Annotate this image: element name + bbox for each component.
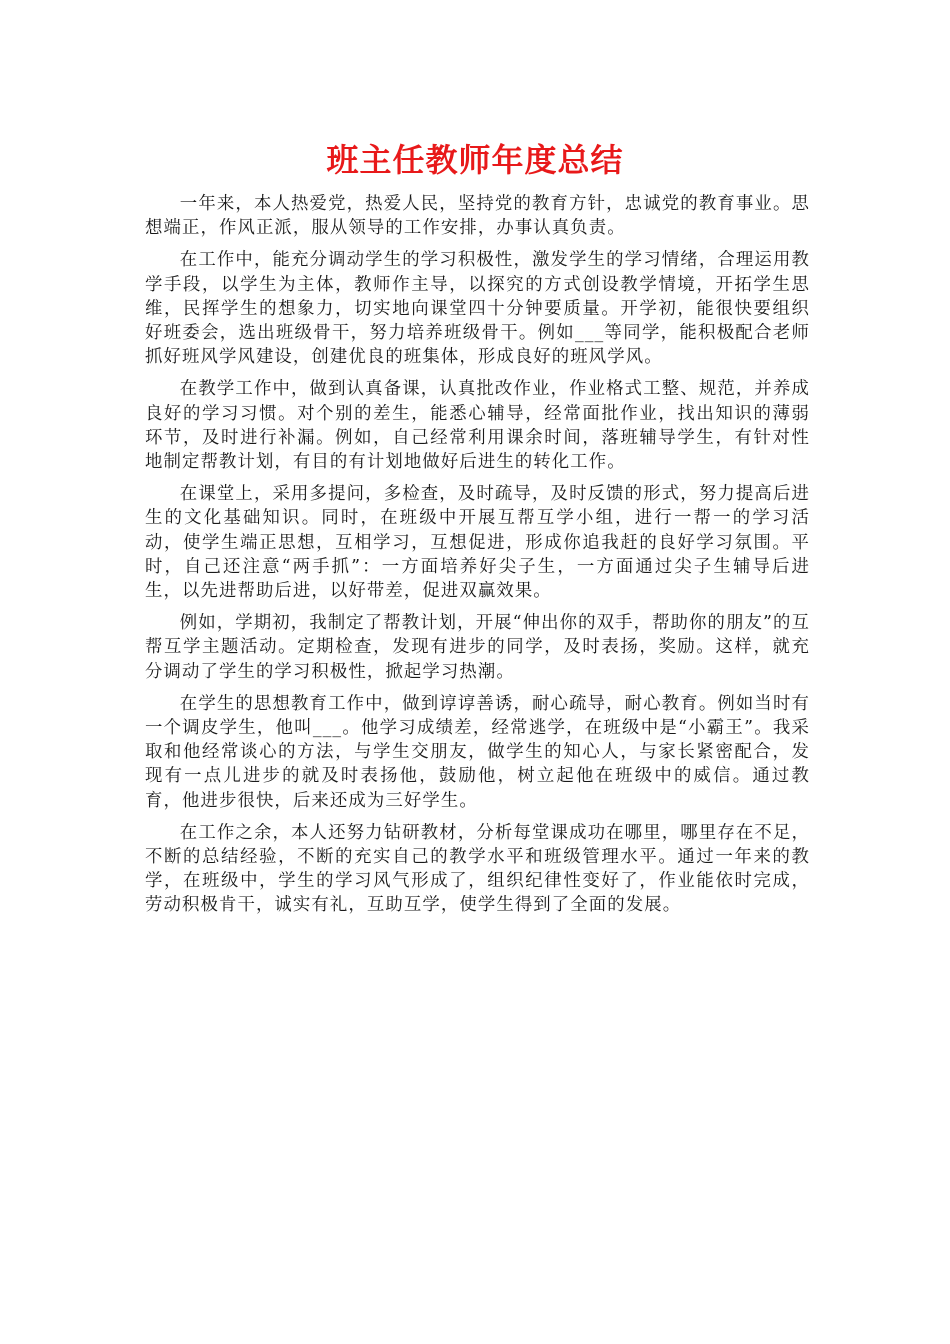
paragraph-3: 在教学工作中，做到认真备课，认真批改作业，作业格式工整、规范，并养成良好的学习习惯。对个别的差生，能悉心辅导，经常面批作业，找出知识的薄弱环节，及时进行补漏。例如，自己经常利用课余时间，落班辅导学生，有针对性地制定帮教计划，有目的有计划地做好后进生的转化工作。 — [145, 379, 810, 473]
document-title: 班主任教师年度总结 — [326, 141, 624, 179]
paragraph-4: 在课堂上，采用多提问，多检查，及时疏导，及时反馈的形式，努力提高后进生的文化基础知识。同时，在班级中开展互帮互学小组，进行一帮一的学习活动，使学生端正思想，互相学习，互想促进，形成你追我赶的良好学习氛围。平时，自己还注意“两手抓”：一方面培养好尖子生，一方面通过尖子生辅导后进生，以先进帮助后进，以好带差，促进双赢效果。 — [145, 484, 810, 602]
paragraph-2: 在工作中，能充分调动学生的学习积极性，激发学生的学习情绪，合理运用教学手段，以学生为主体，教师作主导，以探究的方式创设教学情境，开拓学生思维，民挥学生的想象力，切实地向课堂四十分钟要质量。开学初，能很快要组织好班委会，选出班级骨干，努力培养班级骨干。例如___等同学，能积极配合老师抓好班风学风建设，创建优良的班集体，形成良好的班风学风。 — [145, 250, 810, 368]
paragraph-7: 在工作之余，本人还努力钻研教材，分析每堂课成功在哪里，哪里存在不足，不断的总结经验，不断的充实自己的教学水平和班级管理水平。通过一年来的教学，在班级中，学生的学习风气形成了，组织纪律性变好了，作业能依时完成，劳动积极肯干，诚实有礼，互助互学，使学生得到了全面的发展。 — [145, 822, 810, 916]
paragraph-1: 一年来，本人热爱党，热爱人民，坚持党的教育方针，忠诚党的教育事业。思想端正，作风正派，服从领导的工作安排，办事认真负责。 — [145, 194, 810, 239]
paragraph-5: 例如，学期初，我制定了帮教计划，开展“伸出你的双手，帮助你的朋友”的互帮互学主题活动。定期检查，发现有进步的同学，及时表扬，奖励。这样，就充分调动了学生的学习积极性，掀起学习热潮。 — [145, 613, 810, 682]
document-body — [145, 192, 810, 926]
paragraph-6: 在学生的思想教育工作中，做到谆谆善诱，耐心疏导，耐心教育。例如当时有一个调皮学生，他叫___。他学习成绩差，经常逃学，在班级中是“小霸王”。我采取和他经常谈心的方法，与学生交朋友，做学生的知心人，与家长紧密配合，发现有一点儿进步的就及时表扬他，鼓励他，树立起他在班级中的威信。通过教育，他进步很快，后来还成为三好学生。 — [145, 693, 810, 811]
